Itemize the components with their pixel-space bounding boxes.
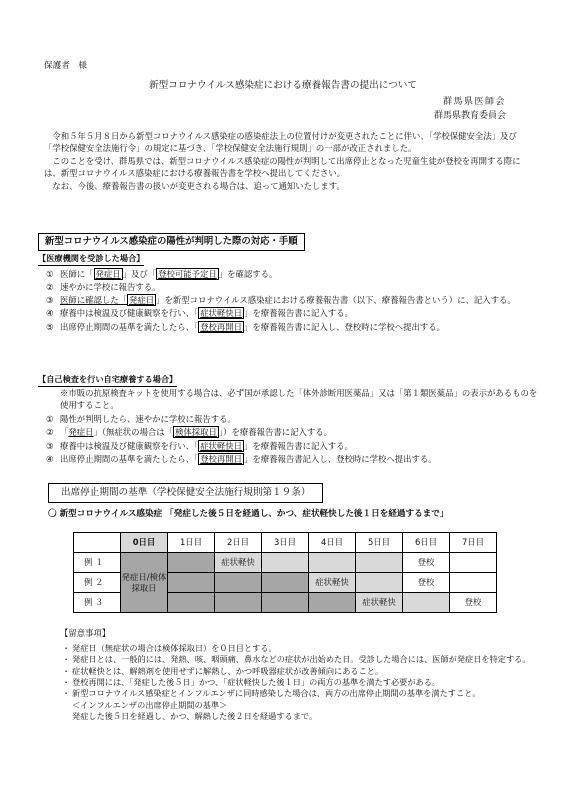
self-test-heading: 【自己検査を行い自宅療養する場合】: [38, 374, 177, 387]
list-item: ・ 発症日とは、一般的には、発熱、咳、咽頭痛、鼻水などの症状が出始めた日。受診した場合には、医師が発症日を特定する。: [62, 654, 531, 665]
day-header: 5日目: [356, 533, 403, 553]
addressee: 保護者 様: [44, 61, 87, 71]
intro-paragraph: なお、今後、療養報告書の扱いが変更される場合は、追って通知いたします。: [52, 180, 345, 191]
day-header: 2日目: [215, 533, 262, 553]
criteria-statement: 〇 新型コロナウイルス感染症 「発症した後５日を経過し、かつ、症状軽快した後１日を経過するまで」: [48, 509, 449, 519]
list-item: ③ 療養中は検温及び健康観察を行い、「 症状軽快日 」を療養報告書に記入する。: [46, 440, 353, 451]
flu-criteria-heading: ＜インフルエンザの出席停止期間の基準＞: [72, 699, 228, 710]
list-item: ③ 医師に確認した「 発症日 」を新型コロナウイルス感染症における療養報告書（以下、療養報告書という）に、記入する。: [46, 295, 516, 306]
expected-return-term: 登校可能予定日: [158, 268, 217, 279]
list-item: ② 「発症日」（無症状の場合は「 検体採取日 」）を療養報告書に記入する。: [46, 427, 332, 438]
section-heading-procedure: 新型コロナウイルス感染症の陽性が判明した際の対応・手順: [38, 233, 305, 251]
issuer-medical-association: 群馬県医師会: [442, 97, 506, 107]
issuer-education-board: 群馬県教育委員会: [433, 111, 506, 121]
list-item: ⑤ 出席停止期間の基準を満たしたら、「 登校再開日 」を療養報告書に記入し、登校時に学校へ提出する。: [46, 321, 446, 332]
intro: [44, 130, 530, 192]
onset-date-term: 発症日: [95, 268, 121, 279]
day-header: 3日目: [262, 533, 309, 553]
return-cell: 登校: [403, 573, 450, 593]
row-label: 例 ２: [74, 573, 121, 593]
return-cell: 登校: [403, 553, 450, 573]
row-label: 例 ３: [74, 593, 121, 613]
list-item: ・ 新型コロナウイルス感染症とインフルエンザに同時感染した場合は、両方の出席停止期間の基準を満たすこと。: [62, 688, 481, 699]
day-header: 0日目: [121, 533, 168, 553]
day-header: 4日目: [309, 533, 356, 553]
attendance-timeline-table: [73, 532, 497, 613]
symptom-relief-cell: 症状軽快: [309, 573, 356, 593]
intro-paragraph: このことを受け、群馬県では、新型コロナウイルス感染症の陽性が判明して出席停止となった児童生徒が登校を再開する際には、新型コロナウイルス感染症における療養報告書を学校へ提出してください。: [44, 155, 521, 179]
list-item: ① 陽性が判明したら、速やかに学校に報告する。: [46, 414, 236, 425]
symptom-relief-cell: 症状軽快: [215, 553, 262, 573]
day-header: 6日目: [403, 533, 450, 553]
onset-cell: 発症日/検体採取日: [121, 553, 168, 613]
document-title: 新型コロナウイルス感染症における療養報告書の提出について: [149, 80, 417, 91]
flu-criteria-text: 発症した後５日を経過し、かつ、解熱した後２日を経過するまで。: [72, 710, 318, 721]
list-item: ② 速やかに学校に報告する。: [46, 282, 161, 293]
list-item: ④ 療養中は検温及び健康観察を行い、「 症状軽快日 」を療養報告書に記入する。: [46, 308, 353, 319]
reminders-heading: 【留意事項】: [60, 628, 111, 638]
row-label: 例 １: [74, 553, 121, 573]
list-item: ・ 登校再開には、「発症した後５日」かつ、「症状軽快した後１日」の両方の基準を満たす必要がある。: [62, 676, 441, 687]
symptom-relief-cell: 症状軽快: [356, 593, 403, 613]
self-test-section: [38, 373, 538, 466]
medical-visit-section: [38, 252, 538, 334]
list-item: ・ 症状軽快とは、解熱剤を使用せずに解熱し、かつ呼吸器症状が改善傾向にあること。: [62, 665, 384, 676]
day-header: 7日目: [450, 533, 497, 553]
medical-visit-heading: 【医療機関を受診した場合】: [38, 253, 144, 266]
return-cell: 登校: [450, 593, 497, 613]
list-item: ④ 出席停止期間の基準を満たしたら、「 登校再開日 」を療養報告書記入し、登校時に学校へ提出する。: [46, 453, 437, 464]
day-header: 1日目: [168, 533, 215, 553]
test-kit-note: ※市販の抗原検査キットを使用する場合は、必ず国が承認した「体外診断用医薬品」又は「第１類医薬品」の表示があるものを使用すること。: [60, 387, 538, 411]
list-item: ・ 発症日（無症状の場合は検体採取日）を０日目とする。: [62, 643, 277, 653]
table-row: [74, 553, 497, 573]
list-item: ① 医師に「 発症日 」及び「 登校可能予定日 」を確認する。: [46, 268, 278, 279]
reminders-list: [62, 643, 532, 722]
section-heading-criteria: 出席停止期間の基準（学校保健安全法施行規則第１９条）: [48, 483, 323, 503]
intro-paragraph: 令和５年５月８日から新型コロナウイルス感染症の感染症法上の位置付けが変更されたことに伴い、「学校保健安全法」及び「学校保健安全法施行令」の規定に基づき、「学校保健安全法施行規則」の一部が改正されました。: [44, 131, 517, 154]
